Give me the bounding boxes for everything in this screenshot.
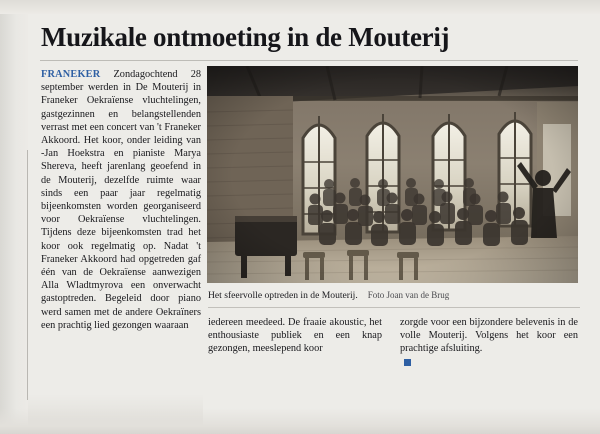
article-column-1-text: Zondagochtend 28 september werden in De Mouterij in Franeker Oekraïense vluchtelingen, gastgezinnen en belangstellenden verrast met een concert van 't Franeker Akkoord. Het koor, onder leiding van -Jan Hoekstra en pianiste Marya Shereva, heeft jarenlang geoefend in de Mouterij, dezelfde ruimte waar sinds een paar jaar regelmatig bijeenkomsten worden georganiseerd voor Oekraïense vluchtelingen. Tijdens deze bijeenkomsten trad het koor ook regelmatig op. Nadat 't Franeker Akkoord had opgetreden gaf één van de Oekraïense aanwezigen Alla Wladtmyrova een onverwacht gastoptreden. Begeleid door piano werd samen met de andere Oekraïners een prachtig lied gezongen waaraan [41,69,201,331]
dateline-city: FRANEKER [41,69,101,80]
page-title: Muzikale ontmoeting in de Mouterij [41,22,450,52]
article-column-2 [208,316,382,356]
article-column-1 [41,68,201,332]
article-column-3-text: zorgde voor een bijzondere belevenis in de volle Mouterij. Volgens het koor een prachtige afsluiting. [400,317,578,355]
end-mark [404,359,411,366]
caption-rule [208,307,580,308]
photo-illustration [207,66,578,283]
photo-caption-text: Het sfeervolle optreden in de Mouterij. [208,290,358,301]
article-column-3 [400,316,578,369]
headline-rule [40,60,578,61]
page-left-margin [0,0,28,434]
photo-caption [208,289,580,302]
page-bottom-edge [0,408,600,434]
column-divider-rule [27,150,28,400]
page-top-margin [0,0,600,14]
article-body-first-paragraph [41,68,201,332]
article-column-2-text: iedereen meedeed. De fraaie akoustic, het enthousiaste publiek en een knap gezongen, meeslepend koor [208,317,382,355]
article-photo [207,66,578,283]
photo-credit: Foto Joan van de Brug [367,290,450,300]
